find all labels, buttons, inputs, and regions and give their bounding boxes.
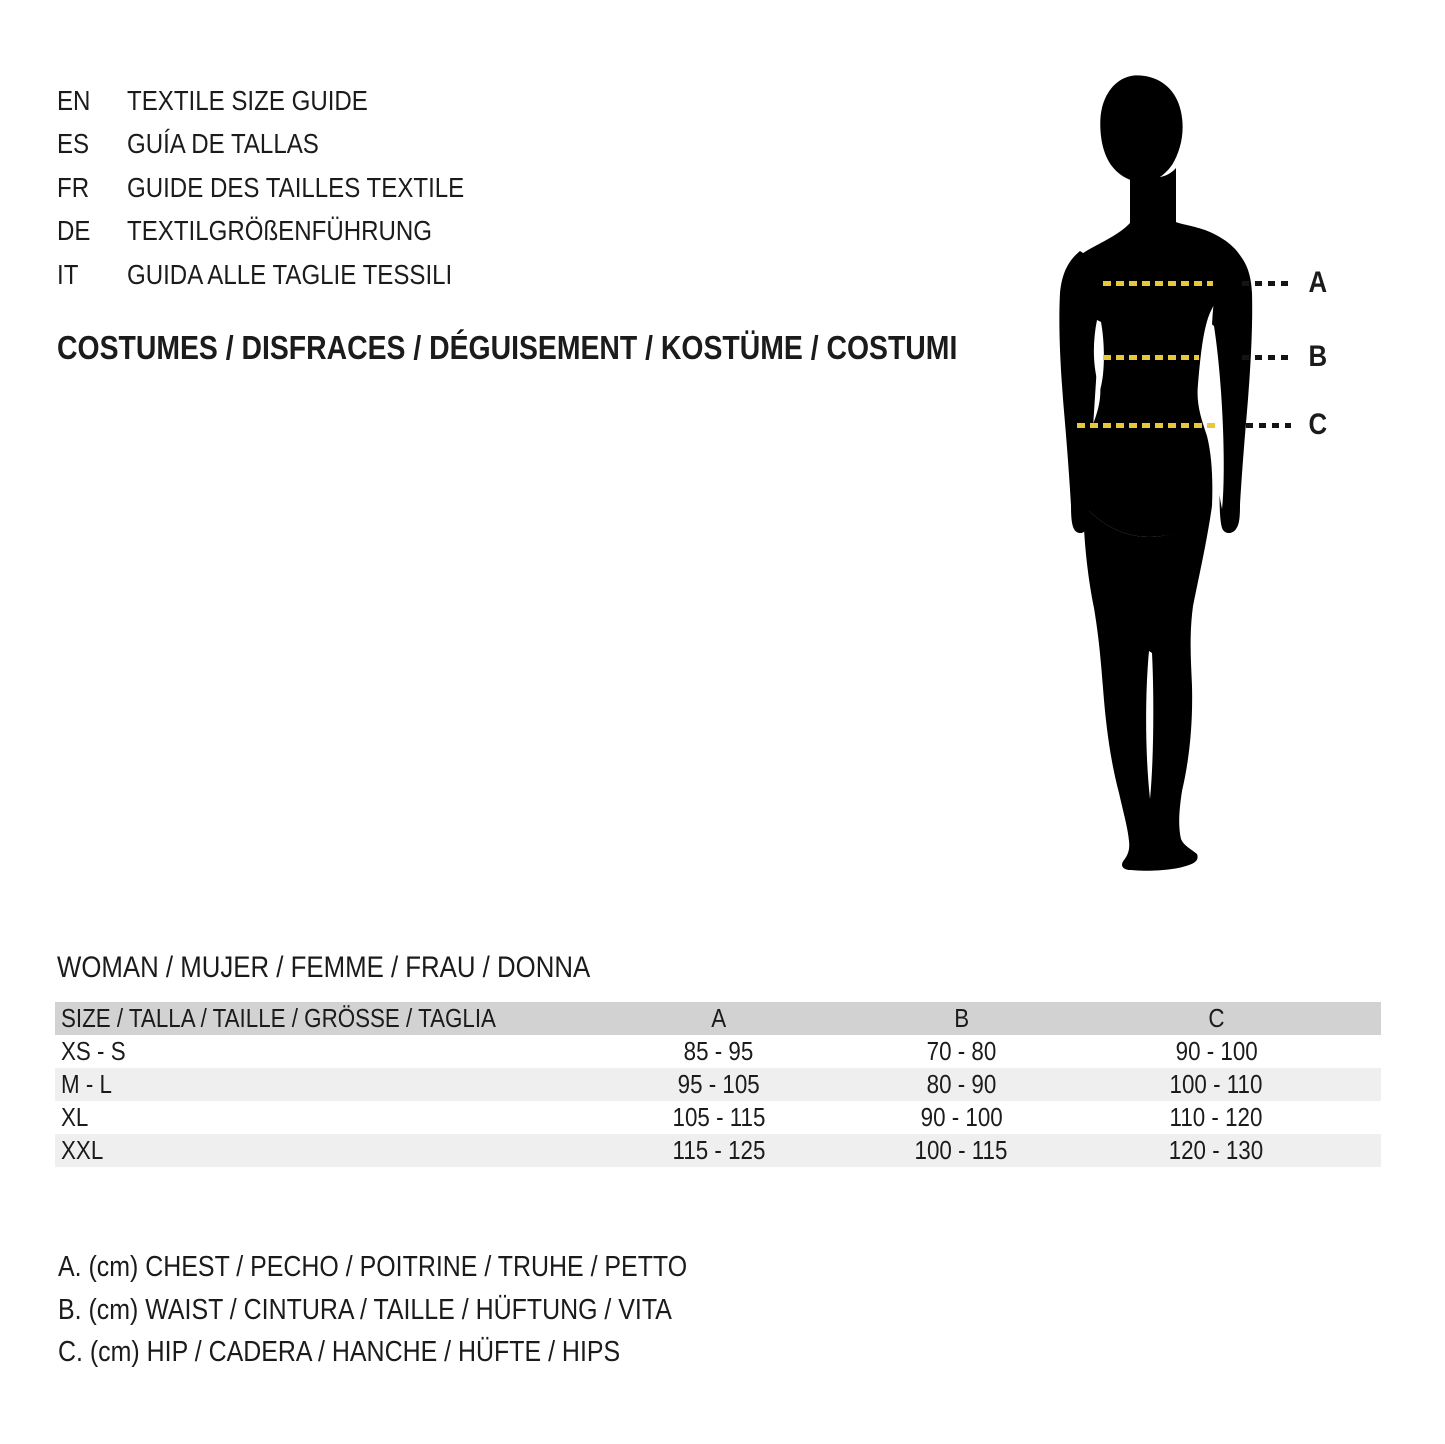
lang-code-fr: FR (57, 171, 90, 203)
category-title: COSTUMES / DISFRACES / DÉGUISEMENT / KOSTÜME / COSTUMI (57, 329, 958, 366)
measure-line-chest-body (1103, 281, 1213, 286)
lang-code-en: EN (57, 84, 91, 116)
legend-line-waist: B. (cm) WAIST / CINTURA / TAILLE / HÜFTUNG / VITA (58, 1293, 672, 1326)
measure-label-b: B (1308, 340, 1328, 373)
lang-row-fr (57, 166, 519, 210)
lang-title-en: TEXTILE SIZE GUIDE (127, 84, 368, 116)
table-cell-c: 110 - 120 (1169, 1102, 1263, 1132)
table-row (55, 1134, 1381, 1167)
measure-label-a: A (1308, 266, 1328, 299)
size-table-header-label: SIZE / TALLA / TAILLE / GRÖSSE / TAGLIA (61, 1003, 496, 1033)
table-cell-b: 70 - 80 (926, 1036, 997, 1066)
lang-row-de (57, 210, 519, 254)
lang-title-fr: GUIDE DES TAILLES TEXTILE (127, 171, 465, 203)
lang-code-de: DE (57, 215, 91, 247)
woman-silhouette (1040, 73, 1280, 875)
measure-line-hip-body (1077, 423, 1216, 428)
size-table-header-col-b: B (953, 1003, 969, 1033)
table-cell-size: M - L (61, 1069, 112, 1099)
table-cell-size: XS - S (61, 1036, 126, 1066)
measure-line-waist-body (1103, 355, 1199, 360)
table-cell-a: 95 - 105 (677, 1069, 760, 1099)
table-cell-a: 115 - 125 (672, 1135, 766, 1165)
lang-row-es (57, 123, 519, 167)
table-row (55, 1068, 1381, 1101)
table-cell-c: 120 - 130 (1169, 1135, 1264, 1165)
table-cell-a: 85 - 95 (684, 1036, 754, 1066)
section-title-woman: WOMAN / MUJER / FEMME / FRAU / DONNA (57, 951, 591, 984)
table-cell-size: XXL (61, 1135, 104, 1165)
table-cell-c: 90 - 100 (1175, 1036, 1258, 1066)
table-cell-b: 80 - 90 (926, 1069, 997, 1099)
size-table-header-row (55, 1002, 1381, 1035)
lang-code-es: ES (57, 128, 90, 160)
table-cell-size: XL (61, 1102, 89, 1132)
lang-code-it: IT (57, 258, 79, 290)
size-table-header-col-a: A (711, 1003, 727, 1033)
measure-line-waist-lead (1242, 355, 1291, 360)
table-cell-b: 90 - 100 (920, 1102, 1003, 1132)
lang-row-it (57, 253, 519, 297)
size-table (55, 1002, 1381, 1167)
table-cell-c: 100 - 110 (1169, 1069, 1263, 1099)
measurement-figure (1040, 73, 1280, 875)
legend-line-chest: A. (cm) CHEST / PECHO / POITRINE / TRUHE / PETTO (58, 1250, 688, 1283)
measure-line-chest-lead (1242, 281, 1291, 286)
lang-title-it: GUIDA ALLE TAGLIE TESSILI (127, 258, 453, 290)
measure-legend (58, 1246, 790, 1374)
measure-line-hip-lead (1246, 423, 1291, 428)
size-table-header-col-c: C (1208, 1003, 1225, 1033)
lang-title-de: TEXTILGRÖßENFÜHRUNG (127, 215, 433, 247)
lang-title-es: GUÍA DE TALLAS (127, 128, 319, 160)
table-row (55, 1035, 1381, 1068)
legend-line-hip: C. (cm) HIP / CADERA / HANCHE / HÜFTE / HIPS (58, 1336, 621, 1369)
table-cell-b: 100 - 115 (915, 1135, 1008, 1165)
table-cell-a: 105 - 115 (672, 1102, 766, 1132)
lang-row-en (57, 79, 519, 123)
table-row (55, 1101, 1381, 1134)
measure-label-c: C (1308, 408, 1328, 441)
language-title-list (57, 79, 519, 297)
